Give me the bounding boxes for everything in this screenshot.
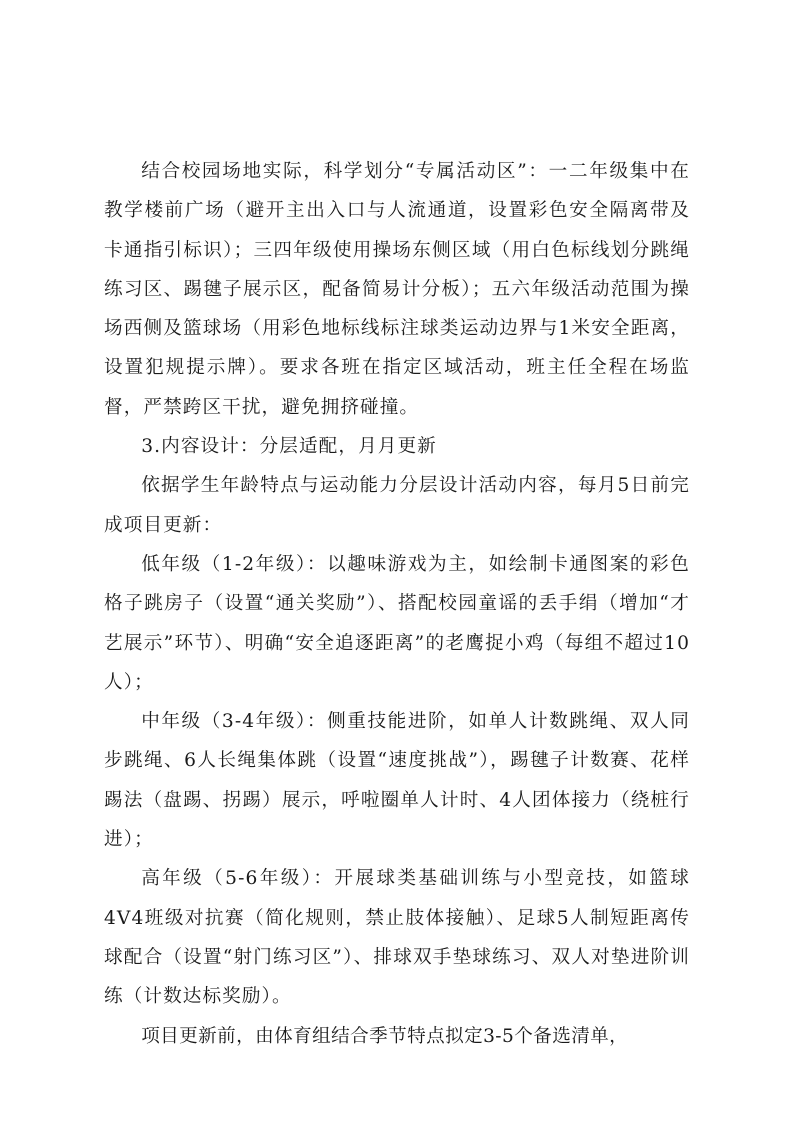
section-heading-content-design: 3.内容设计：分层适配，月月更新 [141,436,437,458]
paragraph-upper-grades: 高年级（5-6年级）：开展球类基础训练与小型竞技，如篮球4V4班级对抗赛（简化规则，禁止肢体接触）、足球5人制短距离传球配合（设置“射门练习区”）、排球双手垫球练习、双人对垫进阶训练（计数达标奖励）。 [104,868,690,1008]
document-body [104,152,690,1056]
paragraph-activity-zones: 结合校园场地实际，科学划分“专属活动区”：一二年级集中在教学楼前广场（避开主出入口与人流通道，设置彩色安全隔离带及卡通指引标识）；三四年级使用操场东侧区域（用白色标线划分跳绳练习区、踢毽子展示区，配备简易计分板）；五六年级活动范围为操场西侧及篮球场（用彩色地标线标注球类运动边界与1米安全距离，设置犯规提示牌）。要求各班在指定区域活动，班主任全程在场监督，严禁跨区干扰，避免拥挤碰撞。 [104,161,690,418]
paragraph-content-intro: 依据学生年龄特点与运动能力分层设计活动内容，每月5日前完成项目更新： [104,475,690,536]
paragraph-middle-grades: 中年级（3-4年级）：侧重技能进阶，如单人计数跳绳、双人同步跳绳、6人长绳集体跳（设置“速度挑战”），踢毽子计数赛、花样踢法（盘踢、拐踢）展示，呼啦圈单人计时、4人团体接力（绕桩行进）； [104,711,690,851]
paragraph-update-process: 项目更新前，由体育组结合季节特点拟定3-5个备选清单， [141,1025,629,1047]
paragraph-lower-grades: 低年级（1-2年级）：以趣味游戏为主，如绘制卡通图案的彩色格子跳房子（设置“通关奖励”）、搭配校园童谣的丢手绢（增加“才艺展示”环节）、明确“安全追逐距离”的老鹰捉小鸡（每组不超过10人）； [104,553,690,693]
